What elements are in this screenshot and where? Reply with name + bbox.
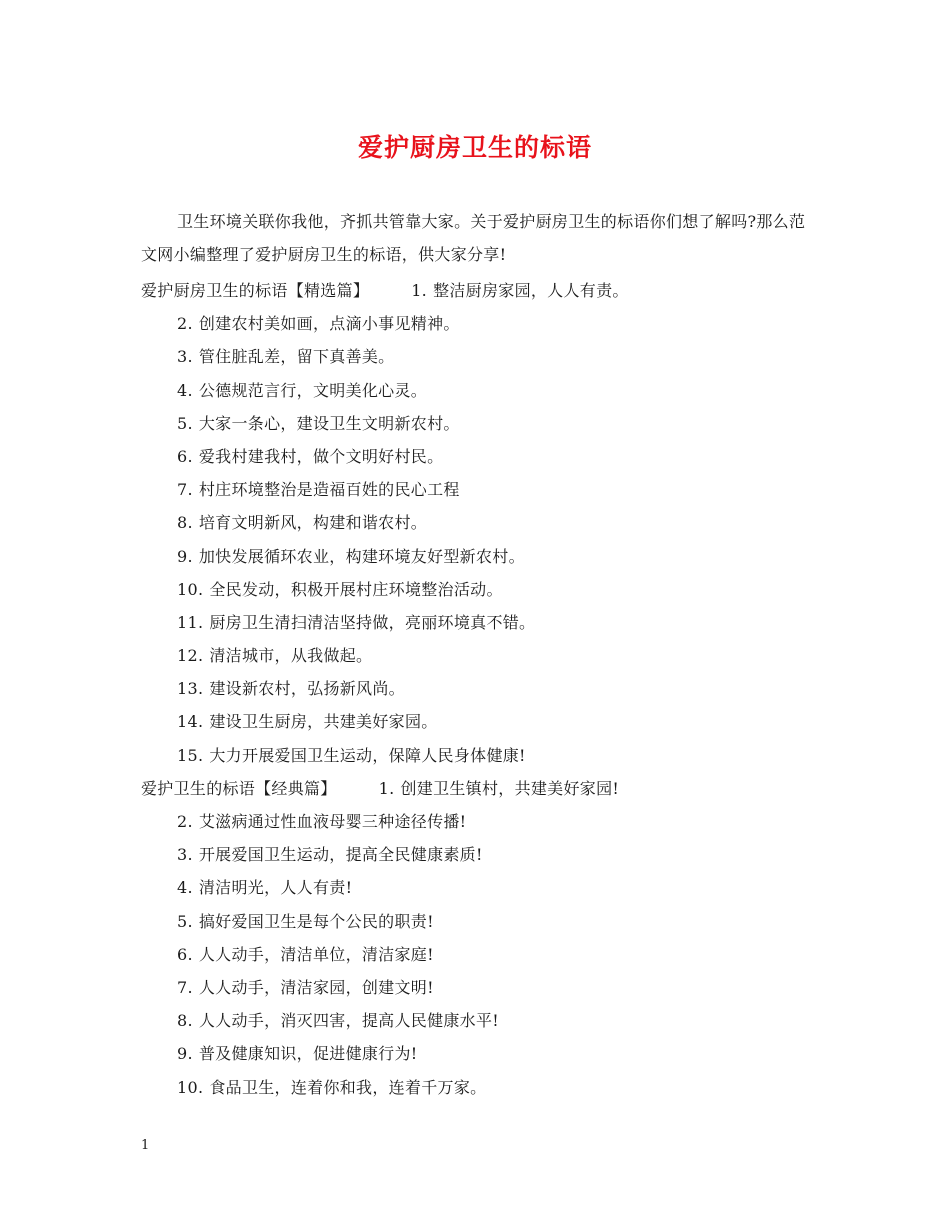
list-item (141, 938, 841, 971)
item-text: 清洁城市，从我做起。 (209, 646, 373, 666)
item-text: 艾滋病通过性血液母婴三种途径传播! (198, 812, 467, 831)
list-item (141, 407, 841, 440)
item-text: 创建农村美如画，点滴小事见精神。 (198, 314, 460, 334)
item-text: 人人动手，清洁单位，清洁家庭! (198, 944, 434, 964)
section-heading: 爱护厨房卫生的标语【精选篇】 (141, 281, 370, 300)
section-heading-line (141, 274, 841, 307)
list-item (141, 1037, 841, 1070)
list-item (141, 739, 841, 772)
list-item (141, 1071, 841, 1104)
item-number: 6. (177, 944, 193, 964)
item-text: 普及健康知识，促进健康行为! (198, 1044, 418, 1064)
item-number: 7. (177, 977, 193, 997)
item-number: 10. (177, 1077, 204, 1097)
item-text: 大家一条心，建设卫生文明新农村。 (198, 413, 460, 433)
slogan-list (141, 274, 841, 1104)
item-number: 9. (177, 546, 193, 566)
item-text: 人人动手，清洁家园，创建文明! (198, 977, 434, 997)
list-item (141, 838, 841, 871)
list-item (141, 805, 841, 838)
item-number: 12. (177, 646, 204, 666)
item-number: 14. (177, 712, 204, 732)
item-number: 3. (177, 845, 193, 865)
item-text: 大力开展爱国卫生运动，保障人民身体健康! (209, 745, 526, 765)
item-number: 3. (177, 347, 193, 367)
section-heading: 爱护卫生的标语【经典篇】 (141, 778, 337, 798)
item-number: 11. (177, 612, 204, 632)
item-text: 厨房卫生清扫清洁坚持做，亮丽环境真不错。 (209, 612, 536, 632)
list-item (141, 606, 841, 639)
list-item (141, 573, 841, 606)
list-item (141, 506, 841, 539)
list-item (141, 440, 841, 473)
item-text: 食品卫生，连着你和我，连着千万家。 (209, 1077, 487, 1097)
item-text: 培育文明新风，构建和谐农村。 (198, 513, 428, 533)
section-heading-line (141, 772, 841, 805)
item-number: 8. (177, 1011, 193, 1031)
list-item (411, 274, 628, 307)
item-text: 人人动手，消灭四害，提高人民健康水平! (198, 1011, 500, 1031)
item-number: 10. (177, 579, 204, 599)
item-number: 6. (177, 446, 193, 466)
item-text: 公德规范言行，文明美化心灵。 (198, 380, 428, 400)
item-number: 4. (177, 878, 193, 898)
item-text: 爱我村建我村，做个文明好村民。 (198, 446, 444, 466)
item-number: 8. (177, 513, 193, 533)
list-item (141, 374, 841, 407)
item-number: 5. (177, 413, 193, 433)
item-number: 1. (378, 778, 395, 798)
item-number: 5. (177, 911, 193, 931)
item-text: 建设卫生厨房，共建美好家园。 (209, 712, 438, 732)
item-number: 13. (177, 679, 204, 699)
item-text: 创建卫生镇村，共建美好家园! (400, 778, 620, 798)
list-item (141, 672, 841, 705)
item-text: 村庄环境整治是造福百姓的民心工程 (198, 480, 460, 500)
list-item (141, 639, 841, 672)
item-number: 2. (177, 812, 193, 831)
item-text: 清洁明光，人人有责! (198, 878, 353, 898)
list-item (141, 473, 841, 506)
item-number: 1. (411, 281, 428, 300)
list-item (141, 307, 841, 340)
item-text: 加快发展循环农业，构建环境友好型新农村。 (198, 546, 525, 566)
list-item (379, 772, 620, 805)
intro-paragraph: 卫生环境关联你我他，齐抓共管靠大家。关于爱护厨房卫生的标语你们想了解吗?那么范文网小编整理了爱护厨房卫生的标语，供大家分享! (141, 212, 806, 264)
list-item (141, 540, 841, 573)
list-item (141, 871, 841, 904)
item-number: 15. (177, 745, 204, 765)
list-item (141, 340, 841, 373)
item-text: 整洁厨房家园，人人有责。 (433, 281, 629, 300)
list-item (141, 1004, 841, 1037)
list-item (141, 905, 841, 938)
item-text: 建设新农村，弘扬新风尚。 (209, 679, 405, 699)
list-item (141, 705, 841, 738)
item-number: 4. (177, 380, 193, 400)
item-text: 搞好爱国卫生是每个公民的职责! (198, 911, 434, 931)
item-text: 管住脏乱差，留下真善美。 (198, 347, 395, 367)
item-number: 7. (177, 480, 193, 500)
item-text: 全民发动，积极开展村庄环境整治活动。 (209, 579, 503, 599)
document-title: 爱护厨房卫生的标语 (357, 133, 592, 162)
item-text: 开展爱国卫生运动，提高全民健康素质! (198, 845, 483, 865)
item-number: 9. (177, 1044, 193, 1064)
list-item (141, 971, 841, 1004)
page-number: 1 (141, 1138, 150, 1153)
item-number: 2. (177, 314, 193, 334)
